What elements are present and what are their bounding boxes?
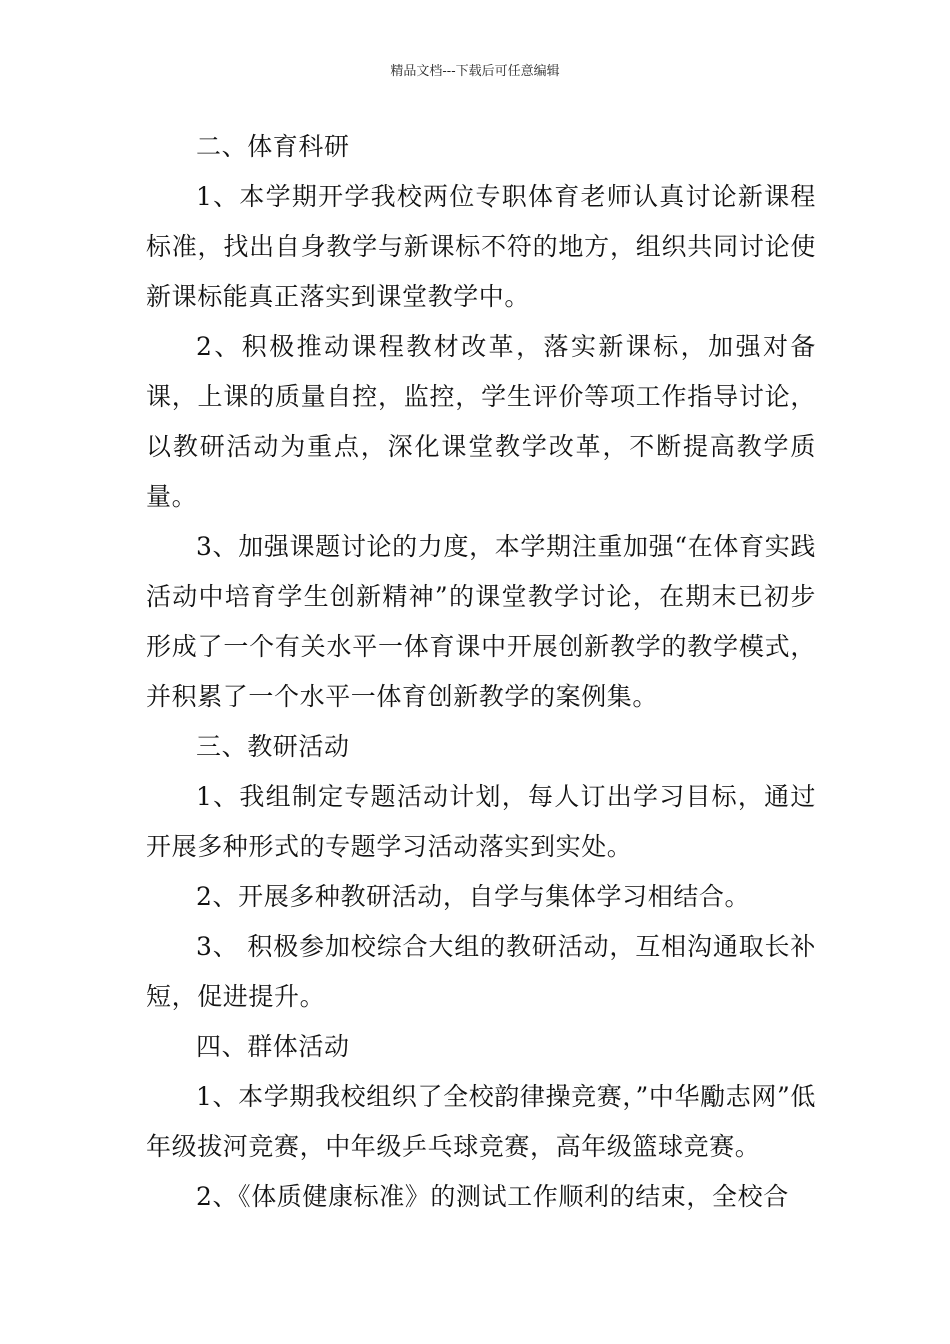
paragraph-group-1: 1、本学期我校组织了全校韵律操竞赛，”中华勵志网”低年级拔河竞赛，中年级乒乓球竞赛，高年级篮球竞赛。	[146, 1082, 816, 1161]
section-heading-group-activities: 四、群体活动	[196, 1032, 350, 1061]
paragraph-teaching-1: 1、我组制定专题活动计划，每人订出学习目标，通过开展多种形式的专题学习活动落实到实处。	[146, 782, 816, 861]
paragraph-research-2: 2、积极推动课程教材改革，落实新课标，加强对备课，上课的质量自控，监控，学生评价等项工作指导讨论，以教研活动为重点，深化课堂教学改革，不断提高教学质量。	[146, 332, 816, 511]
section-heading-research: 二、体育科研	[196, 132, 350, 161]
paragraph-teaching-3: 3、 积极参加校综合大组的教研活动，互相沟通取长补短，促进提升。	[146, 932, 816, 1011]
paragraph-research-3: 3、加强课题讨论的力度，本学期注重加强“在体育实践活动中培育学生创新精神”的课堂教学讨论，在期末已初步形成了一个有关水平一体育课中开展创新教学的教学模式，并积累了一个水平一体育创新教学的案例集。	[146, 532, 816, 711]
document-body	[146, 122, 816, 1222]
page-header: 精品文档---下载后可任意编辑	[390, 64, 560, 79]
paragraph-teaching-2: 2、开展多种教研活动，自学与集体学习相结合。	[196, 882, 751, 911]
section-heading-teaching-activities: 三、教研活动	[196, 732, 350, 761]
paragraph-group-2: 2、《体质健康标准》的测试工作顺利的结束，全校合	[196, 1182, 789, 1211]
paragraph-research-1: 1、本学期开学我校两位专职体育老师认真讨论新课程标准，找出自身教学与新课标不符的地方，组织共同讨论使新课标能真正落实到课堂教学中。	[146, 182, 816, 311]
